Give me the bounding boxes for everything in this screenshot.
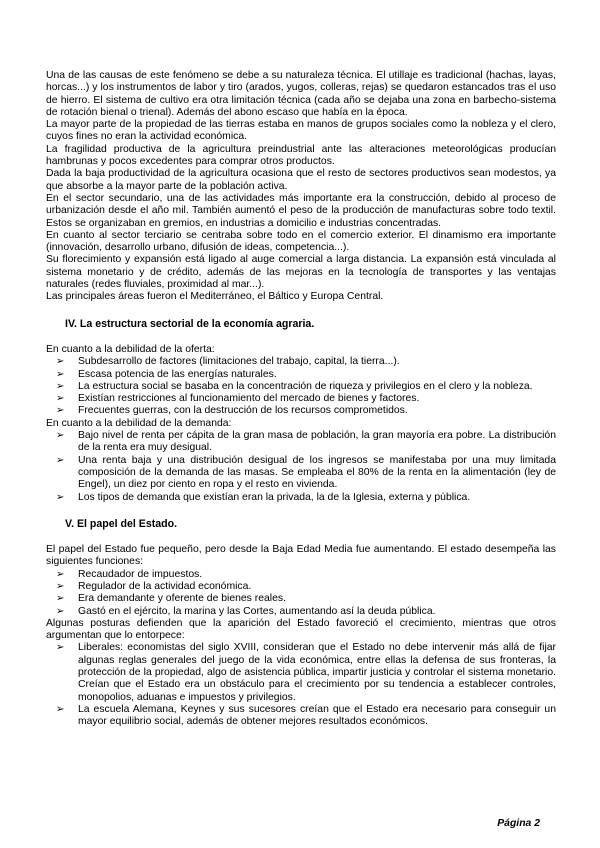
paragraph: Su florecimiento y expansión está ligado al auge comercial a larga distancia. La expansión está vinculada al sistema monetario y de crédito, además de las mejoras en la tecnología de transportes y las ventajas naturales (redes fluviales, proximidad al mar...). xyxy=(46,254,556,291)
postures-intro: Algunas posturas defienden que la aparición del Estado favoreció el crecimiento, mientras que otros argumentan que lo entorpece: xyxy=(46,617,556,642)
paragraph: Dada la baja productividad de la agricultura ocasiona que el resto de sectores productivos sean modestos, ya que absorbe a la mayor parte de la población activa. xyxy=(46,168,556,192)
section-heading-iv: IV. La estructura sectorial de la economía agraria. xyxy=(65,317,315,330)
list-item: ➢ Regulador de la actividad económica. xyxy=(56,580,252,592)
postures-list xyxy=(46,642,556,728)
arrow-bullet-icon: ➢ xyxy=(56,405,65,417)
arrow-bullet-icon: ➢ xyxy=(56,580,65,592)
list-item: ➢ Frecuentes guerras, con la destrucción de los recursos comprometidos. xyxy=(56,405,408,417)
paragraph: La fragilidad productiva de la agricultura preindustrial ante las alteraciones meteorológicas producían hambrunas y pocos excedentes para comprar otros productos. xyxy=(46,143,556,168)
list-item: ➢ La estructura social se basaba en la concentración de riqueza y privilegios en el clero y la nobleza. xyxy=(56,380,533,392)
arrow-bullet-icon: ➢ xyxy=(56,393,65,405)
arrow-bullet-icon: ➢ xyxy=(56,642,65,654)
state-intro: El papel del Estado fue pequeño, pero desde la Baja Edad Media fue aumentando. El estado desempeña las siguientes funciones: xyxy=(46,544,556,568)
arrow-bullet-icon: ➢ xyxy=(56,380,65,392)
demand-list xyxy=(46,430,556,504)
arrow-bullet-icon: ➢ xyxy=(56,368,65,380)
arrow-bullet-icon: ➢ xyxy=(56,703,65,715)
demand-intro: En cuanto a la debilidad de la demanda: xyxy=(46,417,232,429)
list-item: ➢ Recaudador de impuestos. xyxy=(56,568,203,580)
supply-list xyxy=(46,356,556,417)
list-item: ➢ La escuela Alemana, Keynes y sus sucesores creían que el Estado era necesario para conseguir un mayor equilibrio social, además de obtener mejores resultados económicos. xyxy=(56,703,556,728)
page-number: Página 2 xyxy=(497,818,540,829)
document-body xyxy=(46,70,556,729)
list-item: ➢ Los tipos de demanda que existían eran la privada, la de la Iglesia, externa y pública. xyxy=(56,491,471,503)
paragraph: Las principales áreas fueron el Mediterráneo, el Báltico y Europa Central. xyxy=(46,291,384,303)
section-heading-v: V. El papel del Estado. xyxy=(65,517,178,530)
arrow-bullet-icon: ➢ xyxy=(56,454,65,466)
list-item: ➢ Gastó en el ejército, la marina y las Cortes, aumentando así la deuda pública. xyxy=(56,605,436,617)
arrow-bullet-icon: ➢ xyxy=(56,491,65,503)
paragraph: Una de las causas de este fenómeno se debe a su naturaleza técnica. El utillaje es tradicional (hachas, layas, horcas...) y los instrumentos de labor y tiro (arados, yugos, colleras, rejas) se quedaron estancados tras el uso de hierro. El sistema de cultivo era otra limitación técnica (cada año se dejaba una zona en barbecho-sistema de rotación bienal o trienal). Además del abono escaso que había en la época. xyxy=(46,70,556,118)
arrow-bullet-icon: ➢ xyxy=(56,430,65,442)
supply-intro: En cuanto a la debilidad de la oferta: xyxy=(46,343,215,355)
list-item: ➢ Bajo nivel de renta per cápita de la gran masa de población, la gran mayoría era pobre. La distribución de la renta era muy desigual. xyxy=(56,430,556,454)
list-item: ➢ Era demandante y oferente de bienes reales. xyxy=(56,593,286,605)
arrow-bullet-icon: ➢ xyxy=(56,593,65,605)
list-item: ➢ Escasa potencia de las energías naturales. xyxy=(56,368,277,380)
paragraph: En cuanto al sector terciario se centraba sobre todo en el comercio exterior. El dinamismo era importante (innovación, desarrollo urbano, difusión de ideas, competencia...). xyxy=(46,229,556,254)
list-item: ➢ Existían restricciones al funcionamiento del mercado de bienes y factores. xyxy=(56,393,420,405)
list-item: ➢ Subdesarrollo de factores (limitaciones del trabajo, capital, la tierra...). xyxy=(56,356,400,368)
arrow-bullet-icon: ➢ xyxy=(56,568,65,580)
list-item: ➢ Liberales: economistas del siglo XVIII, consideran que el Estado no debe intervenir más allá de fijar algunas reglas generales del juego de la vida económica, entre ellas la defensa de sus fronteras, la protección de la propiedad, algo de asistencia pública, impartir justicia y controlar el sistema monetario. Creían que el Estado era un obstáculo para el crecimiento por su tendencia a establecer controles, monopolios, aduanas e impuestos y privilegios. xyxy=(56,642,556,703)
arrow-bullet-icon: ➢ xyxy=(56,356,65,368)
list-item: ➢ Una renta baja y una distribución desigual de los ingresos se manifestaba por una muy limitada composición de la demanda de las masas. Se empleaba el 80% de la renta en la alimentación (ley de Engel), un diez por ciento en ropa y el resto en vivienda. xyxy=(56,454,556,491)
state-functions-list xyxy=(46,569,556,618)
arrow-bullet-icon: ➢ xyxy=(56,605,65,617)
paragraph: La mayor parte de la propiedad de las tierras estaba en manos de grupos sociales como la nobleza y el clero, cuyos fines no eran la actividad económica. xyxy=(46,119,556,143)
paragraph: En el sector secundario, una de las actividades más importante era la construcción, debido al proceso de urbanización desde el año mil. También aumentó el peso de la producción de manufacturas sobre todo textil. Estos se organizaban en gremios, en industrias a domicilio e industrias concentradas. xyxy=(46,192,556,229)
